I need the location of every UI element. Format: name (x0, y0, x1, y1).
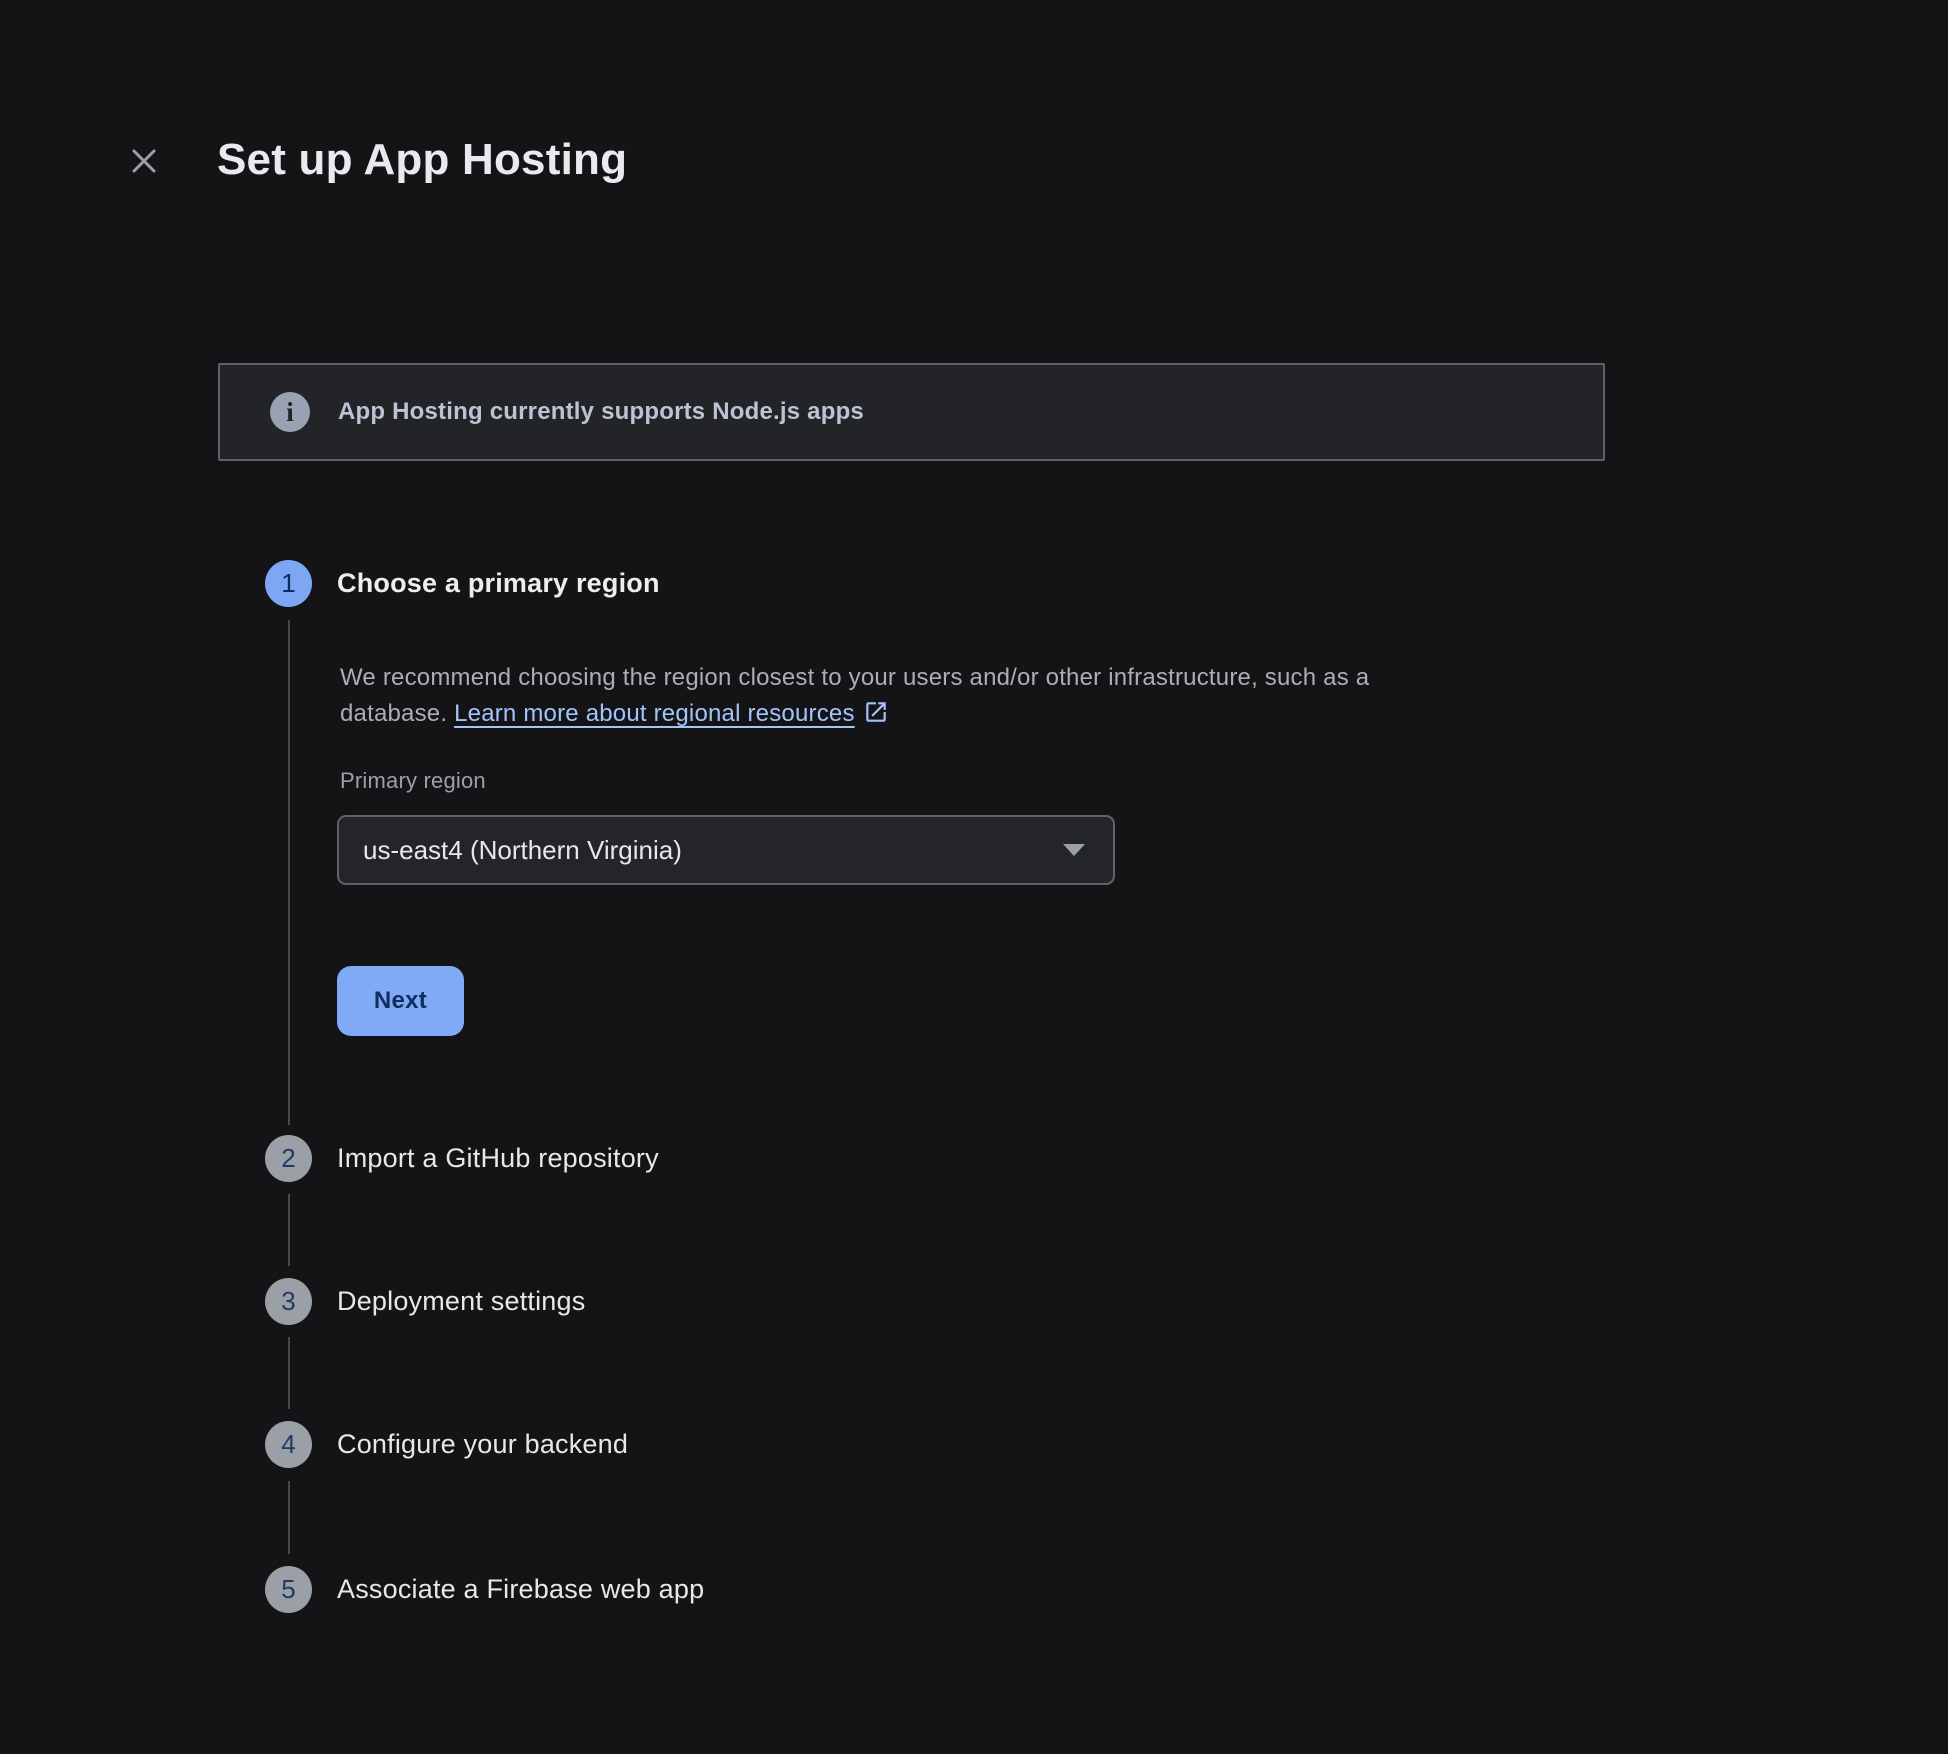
step-4-title: Configure your backend (337, 1429, 629, 1459)
close-icon (128, 145, 160, 177)
step-3-indicator: 3 (265, 1278, 312, 1325)
primary-region-label: Primary region (340, 768, 486, 793)
step-connector-3 (288, 1337, 290, 1409)
step-1-description-line2 (340, 696, 1580, 736)
step-4-indicator: 4 (265, 1421, 312, 1468)
step-connector-1 (288, 620, 290, 1125)
primary-region-select[interactable] (337, 815, 1115, 885)
step-1-description-line2-prefix: database. (340, 700, 455, 727)
page-title: Set up App Hosting (217, 135, 628, 184)
step-1-indicator: 1 (265, 560, 312, 607)
info-banner (218, 363, 1605, 461)
step-1-description (340, 660, 1580, 736)
info-banner-text: App Hosting currently supports Node.js apps (338, 398, 864, 425)
regional-resources-link[interactable]: Learn more about regional resources (454, 700, 855, 727)
step-3-title: Deployment settings (337, 1286, 586, 1316)
step-connector-4 (288, 1481, 290, 1554)
chevron-down-icon (1063, 844, 1085, 856)
step-1-description-line1: We recommend choosing the region closest to your users and/or other infrastructure, such as a (340, 664, 1370, 691)
step-connector-2 (288, 1194, 290, 1266)
close-button[interactable] (122, 139, 166, 183)
step-5-title: Associate a Firebase web app (337, 1574, 705, 1604)
step-5-indicator: 5 (265, 1566, 312, 1613)
step-2-indicator: 2 (265, 1135, 312, 1182)
external-link-icon (863, 699, 889, 736)
step-2-title: Import a GitHub repository (337, 1143, 659, 1173)
primary-region-selected-value: us-east4 (Northern Virginia) (363, 834, 682, 865)
next-button[interactable]: Next (337, 966, 464, 1036)
step-1-title: Choose a primary region (337, 568, 660, 598)
info-icon: i (270, 392, 310, 432)
